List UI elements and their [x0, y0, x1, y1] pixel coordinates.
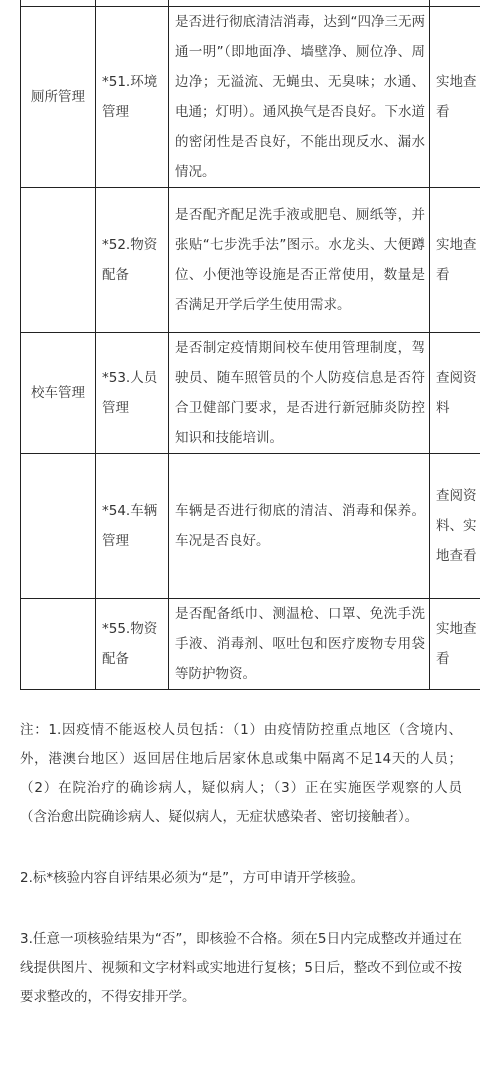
table-row	[21, 7, 480, 188]
category-cell: 厕所管理	[21, 7, 96, 188]
content-cell: 是否配齐配足洗手液或肥皂、厕纸等，并张贴“七步洗手法”图示。水龙头、大便蹲位、小便池等设施是否正常使用，数量是否满足开学后学生使用需求。	[169, 188, 430, 333]
note-paragraph: 3.任意一项核验结果为“否”，即核验不合格。须在5日内完成整改并通过在线提供图片、视频和文字材料或实地进行复核；5日后，整改不到位或不按要求整改的，不得安排开学。	[20, 931, 462, 1005]
notes-section	[20, 716, 462, 1012]
item-cell: *52.物资配备	[96, 188, 169, 333]
method-cell: 查阅资料、实地查看	[430, 454, 480, 599]
content-cell: 是否制定疫情期间校车使用管理制度，驾驶员、随车照管员的个人防疫信息是否符合卫健部门要求，是否进行新冠肺炎防控知识和技能培训。	[169, 333, 430, 454]
verification-table-wrapper	[20, 0, 477, 690]
table-row	[21, 599, 480, 690]
category-cell: 校车管理	[21, 333, 96, 454]
verification-table	[20, 0, 480, 690]
category-cell	[21, 454, 96, 599]
content-cell: 是否进行彻底清洁消毒，达到“四净三无两通一明”（即地面净、墙壁净、厕位净、周边净；无溢流、无蝇虫、无臭味；水通、电通；灯明）。通风换气是否良好。下水道的密闭性是否良好，不能出现反水、漏水情况。	[169, 7, 430, 188]
method-cell: 实地查看	[430, 188, 480, 333]
method-cell: 实地查看	[430, 7, 480, 188]
content-cell: 车辆是否进行彻底的清洁、消毒和保养。车况是否良好。	[169, 454, 430, 599]
method-cell: 实地查看	[430, 599, 480, 690]
table-row	[21, 333, 480, 454]
category-cell	[21, 188, 96, 333]
note-paragraph: 注：1.因疫情不能返校人员包括：（1）由疫情防控重点地区（含境内、外，港澳台地区）返回居住地后居家休息或集中隔离不足14天的人员；（2）在院治疗的确诊病人，疑似病人；（3）正在实施医学观察的人员（含治愈出院确诊病人、疑似病人，无症状感染者、密切接触者）。	[20, 722, 462, 825]
item-cell: *55.物资配备	[96, 599, 169, 690]
method-cell: 查阅资料	[430, 333, 480, 454]
table-row	[21, 188, 480, 333]
item-cell: *54.车辆管理	[96, 454, 169, 599]
category-cell	[21, 599, 96, 690]
item-cell: *51.环境管理	[96, 7, 169, 188]
content-cell: 是否配备纸巾、测温枪、口罩、免洗手洗手液、消毒剂、呕吐包和医疗废物专用袋等防护物资。	[169, 599, 430, 690]
note-paragraph: 2.标*核验内容自评结果必须为“是”，方可申请开学核验。	[20, 870, 365, 886]
table-row	[21, 454, 480, 599]
item-cell: *53.人员管理	[96, 333, 169, 454]
